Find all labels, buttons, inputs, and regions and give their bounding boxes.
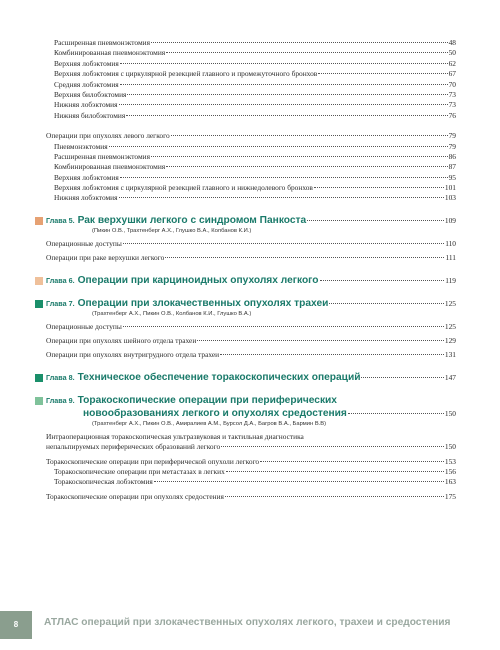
leader-dots bbox=[126, 115, 447, 116]
leader-dots bbox=[123, 243, 444, 244]
chapter-title: новообразованиях легкого и опухолях средостения bbox=[83, 407, 347, 419]
entry-page: 50 bbox=[448, 48, 456, 58]
entry-page: 87 bbox=[448, 162, 456, 172]
leader-dots bbox=[225, 496, 444, 497]
chapter-5 bbox=[46, 214, 456, 235]
spacer bbox=[46, 121, 456, 131]
chapter-heading-line-2[interactable] bbox=[46, 407, 456, 420]
entry-page: 111 bbox=[445, 253, 456, 263]
leader-dots bbox=[166, 52, 447, 53]
entry-page: 156 bbox=[444, 467, 456, 476]
entry-page: 79 bbox=[448, 141, 456, 151]
entry-page: 103 bbox=[444, 193, 456, 203]
chapter-page: 125 bbox=[444, 298, 456, 308]
chapter-title: Операции при карциноидных опухолях легкого bbox=[77, 274, 319, 286]
entry-title: Операции при опухолях левого легкого bbox=[46, 131, 170, 141]
leader-dots bbox=[320, 280, 445, 281]
leader-dots bbox=[151, 42, 448, 43]
toc-entry[interactable] bbox=[46, 142, 456, 152]
toc-entry[interactable] bbox=[46, 322, 456, 332]
chapter-label: Глава 6. bbox=[46, 275, 75, 285]
entry-page: 48 bbox=[448, 38, 456, 47]
entry-page: 73 bbox=[448, 100, 456, 110]
leader-dots bbox=[120, 63, 448, 64]
chapter-label: Глава 8. bbox=[46, 372, 75, 382]
toc-entry[interactable] bbox=[46, 69, 456, 79]
entry-title: Верхняя билобэктомия bbox=[54, 89, 127, 99]
toc-entry[interactable] bbox=[46, 457, 456, 467]
chapter-page: 109 bbox=[444, 215, 456, 225]
chapter-label: Глава 7. bbox=[46, 298, 75, 308]
toc-entry[interactable] bbox=[46, 162, 456, 172]
entry-page: 62 bbox=[448, 58, 456, 68]
chapter-title: Рак верхушки легкого с синдромом Панкоста bbox=[77, 214, 307, 226]
leader-dots bbox=[171, 135, 448, 136]
leader-dots bbox=[120, 177, 448, 178]
toc-entry[interactable] bbox=[46, 239, 456, 249]
toc-entry[interactable] bbox=[46, 350, 456, 360]
toc-entry[interactable] bbox=[46, 336, 456, 346]
toc-entry[interactable] bbox=[46, 48, 456, 58]
leader-dots bbox=[119, 104, 448, 105]
chapter-title: Торакоскопические операции при периферических bbox=[77, 394, 337, 406]
entry-page: 101 bbox=[444, 183, 456, 193]
spacer bbox=[46, 204, 456, 214]
entry-page: 76 bbox=[448, 110, 456, 120]
chapter-square-icon bbox=[35, 374, 43, 382]
right-lung-subsection-list bbox=[46, 38, 456, 121]
chapter-title: Операции при злокачественных опухолях трахеи bbox=[77, 297, 329, 309]
spacer bbox=[46, 384, 456, 394]
chapter-heading[interactable] bbox=[46, 274, 456, 287]
toc-entry[interactable] bbox=[46, 442, 456, 452]
toc-entry[interactable] bbox=[46, 111, 456, 121]
chapter-heading[interactable] bbox=[46, 297, 456, 310]
entry-title: Операции при раке верхушки легкого bbox=[46, 253, 165, 263]
toc-entry[interactable] bbox=[46, 253, 456, 263]
chapter-heading-line-1[interactable] bbox=[46, 394, 456, 407]
toc-entry[interactable] bbox=[46, 183, 456, 193]
leader-dots bbox=[260, 461, 444, 462]
leader-dots bbox=[361, 377, 443, 378]
entry-page: 153 bbox=[444, 456, 456, 466]
chapter-authors: (Пикин О.В., Трахтенберг А.Х., Глушко В.А., Колбанов К.И.) bbox=[92, 227, 252, 234]
leader-dots bbox=[314, 187, 444, 188]
chapter-square-icon bbox=[35, 300, 43, 308]
toc-entry[interactable] bbox=[46, 432, 456, 442]
spacer bbox=[46, 287, 456, 297]
entry-title: Верхняя лобэктомия с циркулярной резекцией главного и нижнедолевого бронхов bbox=[54, 183, 313, 193]
leader-dots bbox=[119, 197, 444, 198]
entry-page: 150 bbox=[444, 442, 456, 452]
toc-entry[interactable] bbox=[46, 100, 456, 110]
leader-dots bbox=[151, 156, 448, 157]
entry-page: 163 bbox=[444, 477, 456, 487]
spacer bbox=[46, 264, 456, 274]
toc-entry[interactable] bbox=[46, 152, 456, 162]
chapter-authors: (Трахтенберг А.Х., Пикин О.В., Амиралиев А.М., Бурсол Д.А., Багров В.А., Бармин В.В) bbox=[92, 420, 327, 427]
leader-dots bbox=[318, 73, 447, 74]
entry-page: 110 bbox=[445, 238, 456, 248]
toc-entry[interactable] bbox=[46, 80, 456, 90]
entry-title: Верхняя лобэктомия bbox=[54, 58, 119, 68]
entry-title: Нижняя билобэктомия bbox=[54, 110, 126, 120]
entry-page: 95 bbox=[448, 172, 456, 182]
toc-entry[interactable] bbox=[46, 59, 456, 69]
chapter-label: Глава 9. bbox=[46, 395, 75, 405]
entry-title: Верхняя лобэктомия с циркулярной резекцией главного и промежуточного бронхов bbox=[54, 69, 318, 79]
entry-title: Операционные доступы bbox=[46, 321, 122, 331]
entry-page: 129 bbox=[444, 336, 456, 346]
leader-dots bbox=[221, 446, 444, 447]
entry-title: Комбинированная пневмонэктомия bbox=[54, 48, 166, 58]
chapter-6 bbox=[46, 274, 456, 287]
entry-page: 86 bbox=[448, 151, 456, 161]
page-number: 8 bbox=[0, 611, 32, 639]
page-footer bbox=[0, 611, 500, 639]
toc-entry[interactable] bbox=[46, 477, 456, 487]
entry-title: Расширенная пневмонэктомия bbox=[54, 38, 150, 47]
entry-page: 131 bbox=[444, 350, 456, 360]
leader-dots bbox=[197, 340, 444, 341]
leader-dots bbox=[109, 146, 448, 147]
leader-dots bbox=[120, 84, 448, 85]
chapter-authors: (Трахтенберг А.Х., Пикин О.В., Колбанов К.И., Глушко В.А.) bbox=[92, 310, 252, 317]
entry-title: Средняя лобэктомия bbox=[54, 79, 119, 89]
leader-dots bbox=[220, 354, 444, 355]
leader-dots bbox=[329, 303, 444, 304]
chapter-heading[interactable] bbox=[46, 371, 456, 384]
leader-dots bbox=[348, 413, 444, 414]
leader-dots bbox=[226, 471, 444, 472]
chapter-heading[interactable] bbox=[46, 214, 456, 227]
toc-entry[interactable] bbox=[46, 173, 456, 183]
entry-title: Операции при опухолях внутригрудного отдела трахеи bbox=[46, 350, 220, 360]
entry-title: непальпируемых периферических образований легкого bbox=[46, 442, 221, 452]
chapter-square-icon bbox=[35, 277, 43, 285]
leader-dots bbox=[166, 166, 447, 167]
left-lung-subsection-list bbox=[46, 142, 456, 204]
chapter-title: Техническое обеспечение торакоскопических операций bbox=[77, 371, 361, 383]
leader-dots bbox=[307, 220, 444, 221]
toc-entry[interactable] bbox=[46, 492, 456, 502]
entry-title: Верхняя лобэктомия bbox=[54, 172, 119, 182]
entry-title: Нижняя лобэктомия bbox=[54, 100, 118, 110]
spacer bbox=[46, 361, 456, 371]
chapter-9 bbox=[46, 394, 456, 428]
table-of-contents bbox=[46, 38, 456, 502]
leader-dots bbox=[165, 257, 444, 258]
chapter-7 bbox=[46, 297, 456, 318]
chapter-8 bbox=[46, 371, 456, 384]
chapter-square-icon bbox=[35, 397, 43, 405]
toc-section-left-lung[interactable] bbox=[46, 131, 456, 141]
entry-page: 79 bbox=[448, 131, 456, 141]
leader-dots bbox=[154, 481, 444, 482]
entry-title: Нижняя лобэктомия bbox=[54, 193, 118, 203]
entry-title: Расширенная пневмонэктомия bbox=[54, 151, 150, 161]
chapter-page: 150 bbox=[444, 408, 456, 418]
entry-title: Торакоскопические операции при метастазах в легких bbox=[54, 467, 225, 476]
chapter-page: 119 bbox=[445, 275, 456, 285]
entry-title: Операции при опухолях шейного отдела трахеи bbox=[46, 336, 197, 346]
entry-page: 73 bbox=[448, 89, 456, 99]
entry-title: Торакоскопические операции при периферической опухоли легкого bbox=[46, 456, 260, 466]
entry-title: Комбинированная пневмонэктомия bbox=[54, 162, 166, 172]
entry-title: Торакоскопические операции при опухолях средостения bbox=[46, 491, 224, 501]
running-title: АТЛАС операций при злокачественных опухолях легкого, трахеи и средостения bbox=[44, 617, 451, 628]
chapter-page: 147 bbox=[444, 372, 456, 382]
entry-page: 67 bbox=[448, 69, 456, 79]
entry-page: 125 bbox=[444, 321, 456, 331]
entry-title: Торакоскопическая лобэктомия bbox=[54, 477, 153, 487]
chapter-square-icon bbox=[35, 217, 43, 225]
chapter-label: Глава 5. bbox=[46, 215, 75, 225]
toc-entry[interactable] bbox=[46, 467, 456, 477]
entry-title: Операционные доступы bbox=[46, 238, 122, 248]
toc-entry[interactable] bbox=[46, 38, 456, 48]
entry-page: 70 bbox=[448, 79, 456, 89]
leader-dots bbox=[127, 94, 447, 95]
entry-page: 175 bbox=[444, 491, 456, 501]
toc-entry[interactable] bbox=[46, 193, 456, 203]
entry-title: Пневмонэктомия bbox=[54, 141, 108, 151]
toc-entry[interactable] bbox=[46, 90, 456, 100]
leader-dots bbox=[123, 326, 444, 327]
entry-title: Интраоперационная торакоскопическая ультразвуковая и тактильная диагностика bbox=[46, 431, 304, 441]
